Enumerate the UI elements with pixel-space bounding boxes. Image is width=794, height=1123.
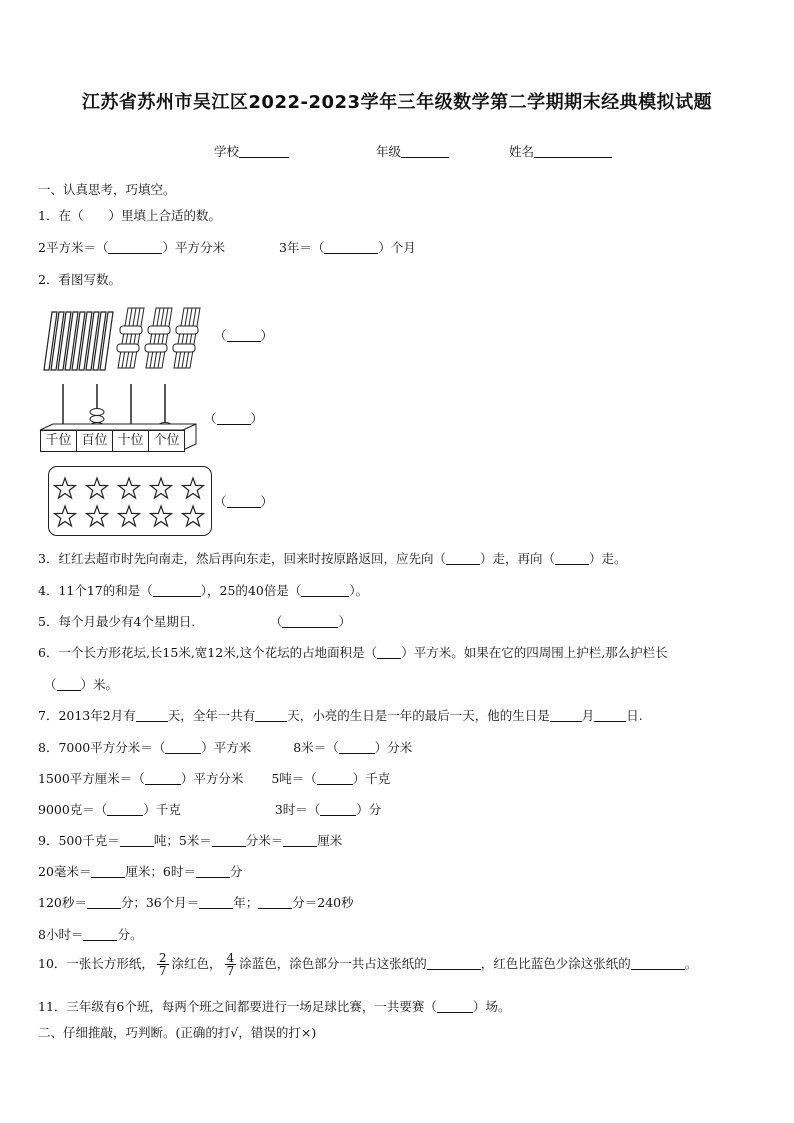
answer-blank[interactable] <box>320 802 356 816</box>
question-11: 11．三年级有6个班，每两个班之间都要进行一场足球比赛，一共要赛（ ）场。 <box>38 999 511 1014</box>
answer-blank[interactable] <box>212 833 246 847</box>
answer-blank[interactable] <box>145 771 181 785</box>
question-4: 4．11个17的和是（ ），25的40倍是（ ）。 <box>38 583 369 598</box>
question-6-cont: （ ）米。 <box>44 677 119 692</box>
stars-figure <box>48 466 212 536</box>
answer-blank[interactable] <box>120 833 154 847</box>
question-8-row-2: 1500平方厘米＝（ ）平方分米 5吨＝（ ）千克 <box>38 771 391 786</box>
answer-blank[interactable] <box>317 771 353 785</box>
answer-blank[interactable] <box>153 583 201 597</box>
sticks-bundles-figure <box>38 304 218 374</box>
label-ones: 个位 <box>153 433 180 448</box>
grade-blank[interactable] <box>401 144 449 158</box>
answer-blank[interactable] <box>555 551 589 565</box>
answer-blank[interactable] <box>217 411 251 425</box>
name-blank[interactable] <box>534 144 612 158</box>
stick-bundle-2 <box>145 308 172 368</box>
question-9-row-1: 9．500千克＝ 吨；5米＝ 分米＝ 厘米 <box>38 833 343 848</box>
answer-blank[interactable] <box>594 708 626 722</box>
answer-blank[interactable] <box>282 614 338 628</box>
answer-blank[interactable] <box>437 999 473 1013</box>
section-2-heading: 二、仔细推敲，巧判断。(正确的打√，错误的打×) <box>38 1025 317 1040</box>
stick-bundle-3 <box>173 308 200 368</box>
question-9-row-3: 120秒＝ 分；36个月＝ 年； 分＝240秒 <box>38 895 354 910</box>
school-blank[interactable] <box>239 144 289 158</box>
section-1-heading: 一、认真思考，巧填空。 <box>38 182 176 197</box>
place-value-labels <box>40 430 185 452</box>
stick-bundle-1 <box>117 308 144 368</box>
answer-blank[interactable] <box>446 551 480 565</box>
answer-blank[interactable] <box>301 583 349 597</box>
question-9-row-2: 20毫米＝ 厘米；6时＝ 分 <box>38 864 243 879</box>
answer-blank[interactable] <box>255 708 287 722</box>
answer-blank[interactable] <box>57 677 81 691</box>
answer-blank[interactable] <box>550 708 582 722</box>
answer-paren-3: （ ） <box>214 494 274 509</box>
fraction-blue: $\frac{4}{7}$ <box>226 951 235 978</box>
question-1: 1．在（ ）里填上合适的数。 <box>38 208 221 223</box>
answer-blank[interactable] <box>227 328 261 342</box>
loose-sticks <box>44 312 113 370</box>
grade-field: 年级 <box>376 142 449 160</box>
answer-blank[interactable] <box>227 494 261 508</box>
answer-blank[interactable] <box>283 833 317 847</box>
answer-blank[interactable] <box>136 708 168 722</box>
stars <box>49 467 211 535</box>
answer-blank[interactable] <box>107 802 143 816</box>
answer-blank[interactable] <box>631 956 685 970</box>
answer-blank[interactable] <box>199 895 233 909</box>
fraction-red: $\frac{2}{7}$ <box>158 951 167 978</box>
page-title: 江苏省苏州市吴江区2022-2023学年三年级数学第二学期期末经典模拟试题 <box>81 92 713 113</box>
question-9-row-4: 8小时＝ 分。 <box>38 927 143 942</box>
answer-blank[interactable] <box>108 240 162 254</box>
answer-blank[interactable] <box>377 645 401 659</box>
answer-paren-1: （ ） <box>214 328 274 343</box>
answer-blank[interactable] <box>339 740 375 754</box>
question-8-row-1: 8．7000平方分米＝（ ）平方米 8米＝（ ）分米 <box>38 740 413 755</box>
name-field: 姓名 <box>509 142 612 160</box>
question-7: 7．2013年2月有 天，全年一共有 天，小亮的生日是一年的最后一天，他的生日是 月 日. <box>38 708 643 723</box>
answer-blank[interactable] <box>324 240 378 254</box>
question-6: 6．一个长方形花坛,长15米,宽12米,这个花坛的占地面积是（ ）平方米。如果在它的四周围上护栏,那么护栏长 <box>38 645 668 660</box>
answer-blank[interactable] <box>427 956 481 970</box>
school-field: 学校 <box>214 142 289 160</box>
question-1-row: 2平方米＝（ ）平方分米 3年＝（ ）个月 <box>38 240 416 255</box>
question-3: 3．红红去超市时先向南走，然后再向东走，回来时按原路返回，应先向（ ）走，再向（ ）走。 <box>38 551 627 566</box>
question-8-row-3: 9000克＝（ ）千克 3时＝（ ）分 <box>38 802 382 817</box>
question-10: 10．一张长方形纸， $\frac{2}{7}$ 涂红色， $\frac{4}{7}$ 涂蓝色，涂色部分一共占这张纸的 ，红色比蓝色少涂这张纸的 。 <box>38 951 698 978</box>
answer-blank[interactable] <box>258 895 292 909</box>
question-5: 5．每个月最少有4个星期日． （ ） <box>38 614 351 629</box>
label-tens: 十位 <box>113 431 149 451</box>
question-2: 2．看图写数。 <box>38 272 121 287</box>
answer-blank[interactable] <box>196 864 230 878</box>
answer-paren-2: （ ） <box>204 411 264 426</box>
answer-blank[interactable] <box>83 927 117 941</box>
answer-blank[interactable] <box>87 895 121 909</box>
label-thousands: 千位 <box>41 431 77 451</box>
abacus-figure <box>38 382 200 452</box>
answer-blank[interactable] <box>165 740 201 754</box>
answer-blank[interactable] <box>91 864 125 878</box>
label-hundreds: 百位 <box>77 431 113 451</box>
